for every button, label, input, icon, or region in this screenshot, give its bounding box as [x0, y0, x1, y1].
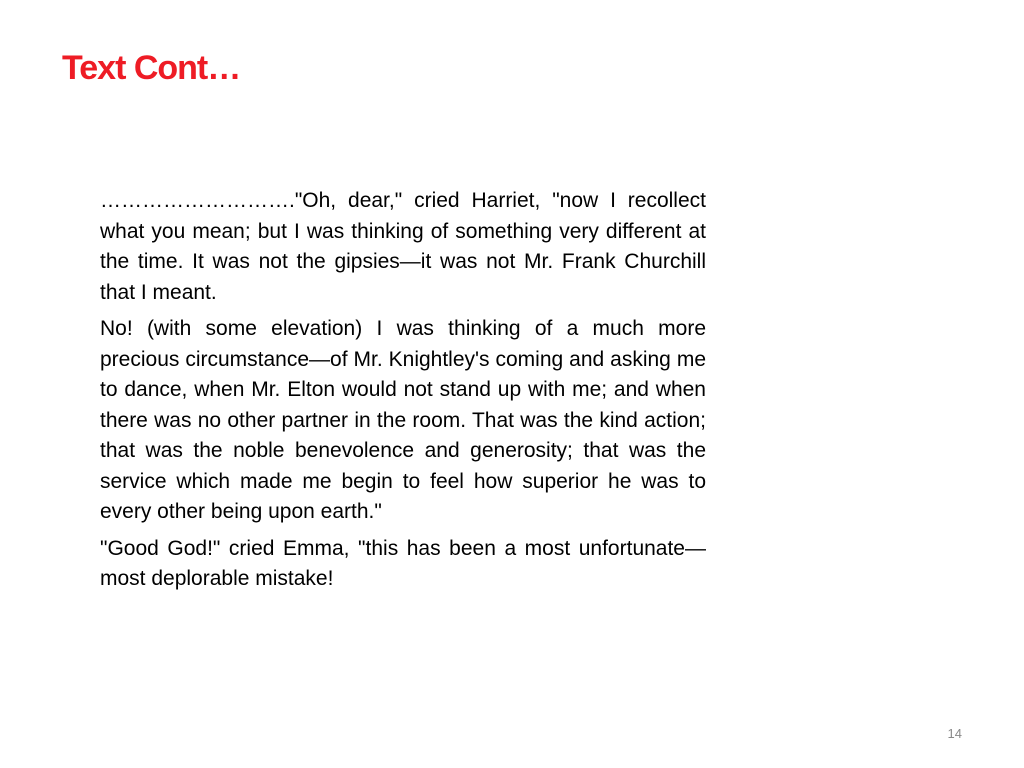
paragraph-harriet-recollection: ………………………."Oh, dear," cried Harriet, "now I recollect what you mean; but I was thinking of something very different at the time. It was not the gipsies—it was not Mr. Frank Churchill that I meant. — [100, 189, 706, 304]
slide-number: 14 — [947, 726, 962, 741]
body-text — [100, 186, 706, 601]
paragraph-emma-reply: "Good God!" cried Emma, "this has been a most unfortunate—most deplorable mistake! — [100, 536, 706, 590]
slide-title: Text Cont… — [62, 49, 241, 87]
paragraph-knightley-dance: No! (with some elevation) I was thinking of a much more precious circumstance—of Mr. Knightley's coming and asking me to dance, when Mr. Elton would not stand up with me; and when there was no other partner in the room. That was the kind action; that was the noble benevolence and generosity; that was the service which made me begin to feel how superior he was to every other being upon earth." — [100, 317, 706, 523]
